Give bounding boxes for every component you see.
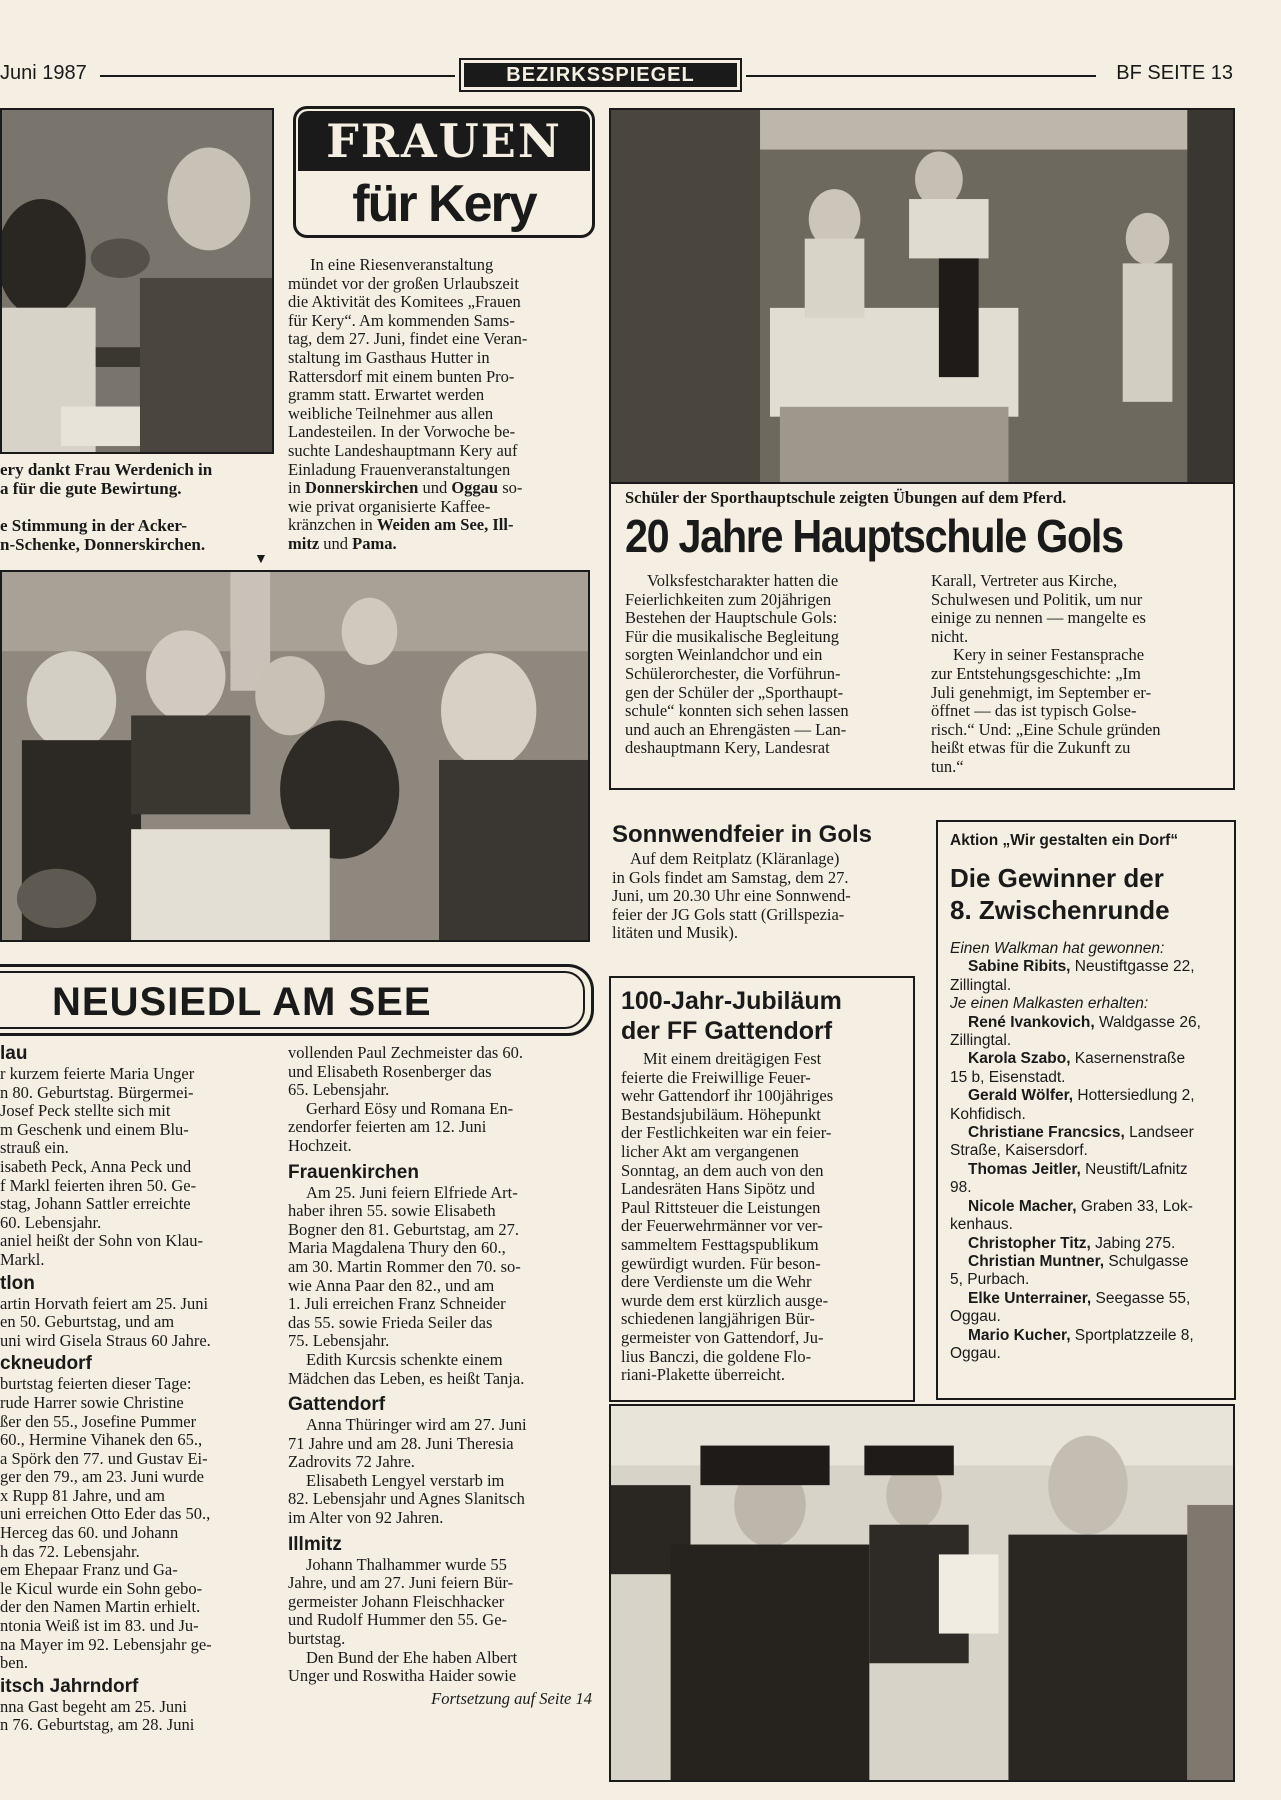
winner-address: Sportplatzzeile 8, [1070, 1326, 1194, 1344]
n-c2-p2-l1: Anna Thüringer wird am 27. Juni [306, 1415, 527, 1435]
frauen-oggau: Oggau [451, 478, 499, 498]
gewinner-list [950, 940, 1222, 1363]
ff-line-18: riani-Plakette überreicht. [621, 1365, 786, 1385]
neusiedl-heading-tlon: tlon [0, 1272, 35, 1294]
n-c2-p1-l9: 75. Lebensjahr. [288, 1331, 390, 1351]
gols-c2-line-9: risch.“ Und: „Eine Schule gründen [931, 719, 1161, 739]
ff-line-3: wehr Gattendorf ihr 100jähriges [621, 1086, 834, 1106]
photo-sporthauptschule [609, 108, 1235, 484]
gols-c2-line-5: Kery in seiner Festansprache [953, 645, 1145, 665]
ff-line-5: der Festlichkeiten war ein feier- [621, 1123, 832, 1143]
ff-line-16: germeister von Gattendorf, Ju- [621, 1327, 824, 1347]
gols-c2-line-8: öffnet — das ist typisch Golse- [931, 701, 1137, 721]
neusiedl-heading-frauenkirchen: Frauenkirchen [288, 1161, 419, 1183]
frauen-line-3: die Aktivität des Komitees „Frauen [288, 292, 521, 312]
winner-address: Schulgasse [1104, 1252, 1189, 1270]
frauen-und: und [418, 478, 452, 498]
n-c2-p1-l7: 1. Juli erreichen Franz Schneider [288, 1294, 506, 1314]
n-c1-p3-l1: burtstag feierten dieser Tage: [0, 1374, 192, 1394]
n-c2-p0-l3: 65. Lebensjahr. [288, 1080, 390, 1100]
ff-line-11: sammeltem Festtagspublikum [621, 1234, 819, 1254]
n-c1-p1-l2: n 80. Geburtstag. Bürgermei- [0, 1082, 194, 1102]
winner-address: Seegasse 55, [1091, 1289, 1191, 1307]
n-c1-p4-l1: nna Gast begeht am 25. Juni [0, 1696, 187, 1716]
winner-name: Karola Szabo, [968, 1050, 1071, 1068]
ff-title-2: der FF Gattendorf [621, 1017, 833, 1045]
gewinner-row [950, 958, 1222, 976]
header-rule-right [746, 75, 1096, 77]
frauen-line-8: gramm statt. Erwartet werden [288, 385, 485, 405]
n-c2-p0-l2: und Elisabeth Rosenberger das [288, 1061, 492, 1081]
sonnwend-line-5: litäten und Musik). [612, 923, 739, 943]
gewinner-intro-walkman: Einen Walkman hat gewonnen: [950, 940, 1165, 957]
n-c1-p2-l1: artin Horvath feiert am 25. Juni [0, 1293, 209, 1313]
n-c1-p3-l10: h das 72. Lebensjahr. [0, 1541, 140, 1561]
section-label-text: BEZIRKSSPIEGEL [464, 63, 737, 87]
photo-ff-gattendorf-image [611, 1406, 1233, 1780]
ff-line-12: gewürdigt wurden. Für beson- [621, 1253, 821, 1273]
n-c2-p3-l5: burtstag. [288, 1629, 346, 1649]
gewinner-title-2: 8. Zwischenrunde [950, 895, 1170, 925]
gewinner-row [950, 1124, 1222, 1142]
n-c1-p3-l8: uni erreichen Otto Eder das 50., [0, 1504, 211, 1524]
n-c1-p1-l4: m Geschenk und einem Blu- [0, 1119, 189, 1139]
ff-line-8: Landesräten Hans Sipötz und [621, 1179, 815, 1199]
n-c1-p1-l8: stag, Johann Sattler erreichte [0, 1194, 191, 1214]
gols-c1-line-6: Schülerorchester, die Vorführun- [625, 663, 841, 683]
winner-city: Oggau. [950, 1344, 1001, 1362]
gols-column-2 [931, 572, 1221, 777]
ff-line-7: Sonntag, an dem auch von den [621, 1160, 824, 1180]
winner-name: Christian Muntner, [968, 1252, 1105, 1270]
sonnwend-line-2: in Gols findet am Samstag, dem 27. [612, 867, 849, 887]
n-c1-p3-l15: na Mayer im 92. Lebensjahr ge- [0, 1634, 212, 1654]
n-c2-p1-l5: am 30. Martin Rommer den 70. so- [288, 1256, 521, 1276]
frauen-line-2: mündet vor der großen Urlaubszeit [288, 273, 519, 293]
neusiedl-column-2 [288, 1044, 592, 1708]
frauen-line-7: Rattersdorf mit einem bunten Pro- [288, 366, 515, 386]
section-label [459, 58, 742, 92]
winner-name: Nicole Macher, [968, 1197, 1077, 1215]
n-c2-p1-l11: Mädchen das Leben, es heißt Tanja. [288, 1368, 525, 1388]
caption-photo-1 [0, 460, 274, 498]
winner-name: Sabine Ribits, [968, 958, 1071, 976]
ff-line-13: dere Verdienste um die Wehr [621, 1272, 812, 1292]
ff-line-6: licher Akt am vergangenen [621, 1141, 799, 1161]
frauen-in: in [288, 478, 305, 498]
n-c1-p3-l12: le Kicul wurde ein Sohn gebo- [0, 1578, 203, 1598]
gols-c1-line-7: gen der Schüler der „Sporthaupt- [625, 682, 844, 702]
n-c2-p2-l3: Zadrovits 72 Jahre. [288, 1452, 415, 1472]
gewinner-intro-malkasten: Je einen Malkasten erhalten: [950, 995, 1149, 1013]
caption-2-line-1: e Stimmung in der Acker- [0, 516, 187, 535]
frauen-und-2: und [319, 533, 353, 553]
frauen-line-6: staltung im Gasthaus Hutter in [288, 347, 490, 367]
winner-address: Hottersiedlung 2, [1073, 1087, 1195, 1105]
gols-c1-line-2: Feierlichkeiten zum 20jährigen [625, 589, 832, 609]
gewinner-box [936, 820, 1236, 1400]
ff-title-1: 100-Jahr-Jubiläum [621, 987, 842, 1015]
neusiedl-banner [0, 964, 594, 1036]
n-c1-p1-l10: aniel heißt der Sohn von Klau- [0, 1231, 203, 1251]
n-c1-p3-l7: x Rupp 81 Jahre, und am [0, 1485, 165, 1505]
ff-line-10: der Feuerwehrmänner vor ver- [621, 1216, 823, 1236]
winner-name: Gerald Wölfer, [968, 1087, 1074, 1105]
winner-city: Kohfidisch. [950, 1105, 1026, 1123]
winner-address: Graben 33, Lok- [1076, 1197, 1193, 1215]
gols-c1-line-1: Volksfestcharakter hatten die [647, 571, 839, 590]
n-c2-p0-l1: vollenden Paul Zechmeister das 60. [288, 1043, 524, 1062]
n-c2-p1-l2: haber ihren 55. sowie Elisabeth [288, 1201, 496, 1221]
n-c2-p1-l1: Am 25. Juni feiern Elfriede Art- [306, 1182, 518, 1202]
n-c2-p0-l6: Hochzeit. [288, 1135, 352, 1155]
caption-2-line-2: n-Schenke, Donnerskirchen. [0, 535, 206, 554]
n-c1-p3-l4: 60., Hermine Vihanek den 65., [0, 1430, 203, 1450]
gewinner-row [950, 1050, 1222, 1068]
winner-city: Straße, Kaisersdorf. [950, 1142, 1088, 1160]
gols-c1-line-5: sorgten Weinlandchor und ein [625, 645, 823, 665]
frauen-article-body [288, 256, 594, 554]
gols-c2-line-3: einige zu nennen — mangelte es [931, 608, 1146, 628]
sonnwendfeier-article [612, 820, 918, 943]
hauptschule-gols-article [609, 482, 1235, 790]
frauen-kraenzchen: kränzchen in [288, 515, 377, 535]
n-c1-p1-l11: Markl. [0, 1249, 45, 1269]
n-c2-p1-l6: wie Anna Paar den 82., und am [288, 1275, 495, 1295]
neusiedl-title: NEUSIEDL AM SEE [0, 971, 585, 1029]
gols-c1-line-9: und auch an Ehrengästen — Lan- [625, 719, 847, 739]
gewinner-row [950, 1198, 1222, 1216]
fuer-kery-title: für Kery [352, 175, 536, 233]
frauen-line-16 [288, 535, 594, 554]
n-c1-p4-l2: n 76. Geburtstag, am 28. Juni [0, 1715, 195, 1735]
frauen-pama: Pama. [352, 533, 397, 553]
n-c2-p2-l4: Elisabeth Lengyel verstarb im [306, 1470, 505, 1490]
gols-c2-line-1: Karall, Vertreter aus Kirche, [931, 571, 1118, 590]
gols-c1-line-3: Bestehen der Hauptschule Gols: [625, 608, 838, 628]
frauen-weiden: Weiden am See, Ill- [376, 515, 514, 535]
winner-name: Mario Kucher, [968, 1326, 1071, 1344]
n-c1-p1-l1: r kurzem feierte Maria Unger [0, 1064, 195, 1083]
n-c2-p2-l2: 71 Jahre und am 28. Juni Theresia [288, 1433, 514, 1453]
winner-address: Neustift/Lafnitz [1080, 1160, 1188, 1178]
sonnwendfeier-headline: Sonnwendfeier in Gols [612, 821, 873, 848]
n-c1-p3-l5: a Spörk den 77. und Gustav Ei- [0, 1448, 208, 1468]
gols-c2-line-4: nicht. [931, 626, 969, 646]
gols-c1-line-8: schule“ konnten sich sehen lassen [625, 701, 849, 721]
n-c2-p3-l7: Unger und Roswitha Haider sowie [288, 1666, 517, 1686]
winner-name: Christiane Francsics, [968, 1124, 1125, 1142]
frauen-line-14: wie privat organisierte Kaffee- [288, 496, 491, 516]
gols-photo-caption: Schüler der Sporthauptschule zeigten Übungen auf dem Pferd. [625, 488, 1067, 507]
ff-line-15: schiedenen langjährigen Bür- [621, 1309, 815, 1329]
frauen-title: FRAUEN [298, 111, 590, 171]
winner-address: Neustiftgasse 22, [1070, 958, 1195, 976]
winner-address: Jabing 275. [1090, 1234, 1176, 1252]
gols-c2-line-7: Juli genehmigt, im September er- [931, 682, 1152, 702]
winner-address: Waldgasse 26, [1094, 1013, 1201, 1031]
continued-link[interactable]: Fortsetzung auf Seite 14 [431, 1688, 592, 1708]
ff-line-9: Paul Rittsteuer die Leistungen [621, 1197, 821, 1217]
sonnwendfeier-body [612, 850, 918, 943]
winner-name: Thomas Jeitler, [968, 1160, 1081, 1178]
neusiedl-heading-lau: lau [0, 1043, 28, 1064]
caption-1-line-1: ery dankt Frau Werdenich in [0, 460, 213, 479]
ff-line-17: lius Banczi, die goldene Flo- [621, 1346, 812, 1366]
n-c1-p1-l6: isabeth Peck, Anna Peck und [0, 1156, 192, 1176]
gewinner-row [950, 1161, 1222, 1179]
n-c1-p1-l7: f Markl feierten ihren 50. Ge- [0, 1175, 197, 1195]
n-c2-p3-l6: Den Bund der Ehe haben Albert [306, 1647, 518, 1667]
n-c1-p3-l6: ger den 79., am 23. Juni wurde [0, 1467, 204, 1487]
page-header [0, 54, 1281, 100]
winner-city: Oggau. [950, 1308, 1001, 1326]
n-c1-p3-l3: ßer den 55., Josefine Pummer [0, 1411, 197, 1431]
page-number: BF SEITE 13 [1116, 62, 1233, 84]
gols-column-1 [625, 572, 913, 758]
gols-c1-line-4: Für die musikalische Begleitung [625, 626, 840, 646]
winner-address: Landseer [1124, 1124, 1194, 1142]
n-c2-p1-l3: Bogner den 81. Geburtstag, am 27. [288, 1219, 519, 1239]
photo-kery-werdenich-image [2, 110, 272, 452]
n-c1-p3-l16: ben. [0, 1653, 28, 1673]
n-c2-p0-l5: zendorfer feierten am 12. Juni [288, 1117, 487, 1137]
frauen-line-9: weibliche Teilnehmer aus allen [288, 403, 494, 423]
frauen-line-1: In eine Riesenveranstaltung [310, 255, 494, 274]
gols-c2-line-6: zur Entstehungsgeschichte: „Im [931, 663, 1141, 683]
sonnwend-line-4: feier der JG Gols statt (Grillspezia- [612, 904, 845, 924]
photo-kery-werdenich [0, 108, 274, 454]
winner-city: 98. [950, 1179, 972, 1197]
n-c1-p1-l5: strauß ein. [0, 1138, 69, 1158]
frauen-line-10: Landesteilen. In der Vorwoche be- [288, 422, 516, 442]
frauen-line-12: Einladung Frauenveranstaltungen [288, 459, 511, 479]
n-c2-p1-l10: Edith Kurcsis schenkte einem [306, 1349, 503, 1369]
frauen-line-11: suchte Landeshauptmann Kery auf [288, 440, 518, 460]
n-c2-p1-l8: das 55. sowie Frieda Seiler das [288, 1312, 493, 1332]
n-c1-p2-l2: en 50. Geburtstag, und am [0, 1312, 175, 1332]
gewinner-row [950, 1087, 1222, 1105]
frauen-line-4: für Kery“. Am kommenden Sams- [288, 310, 515, 330]
frauen-donnerskirchen: Donnerskirchen [304, 478, 419, 498]
gewinner-row [950, 1253, 1222, 1271]
gols-headline: 20 Jahre Hauptschule Gols [625, 510, 1123, 562]
arrow-down-icon: ▼ [254, 552, 268, 567]
photo-ackerschenke-image [2, 572, 588, 940]
frauen-fuer-kery-logo [293, 106, 595, 238]
issue-date: Juni 1987 [0, 62, 87, 84]
frauen-mitz: mitz [288, 533, 320, 553]
winner-name: Elke Unterrainer, [968, 1289, 1092, 1307]
n-c2-p3-l2: Jahre, und am 27. Juni feiern Bür- [288, 1573, 514, 1593]
gols-c1-line-10: deshauptmann Kery, Landesrat [625, 738, 830, 758]
n-c2-p1-l4: Maria Magdalena Thury den 60., [288, 1238, 506, 1258]
caption-photo-2 [0, 516, 274, 554]
frauen-line-15 [288, 516, 594, 535]
winner-city: Zillingtal. [950, 976, 1012, 994]
photo-sporthauptschule-image [611, 110, 1233, 482]
winner-city: Zillingtal. [950, 1032, 1012, 1050]
frauen-so: so- [498, 478, 523, 498]
n-c2-p3-l3: germeister Johann Fleischhacker [288, 1591, 505, 1611]
neusiedl-heading-gattendorf: Gattendorf [288, 1394, 386, 1416]
gewinner-row [950, 1327, 1222, 1345]
neusiedl-heading-ckneudorf: ckneudorf [0, 1353, 92, 1375]
ff-line-4: Bestandsjubiläum. Höhepunkt [621, 1104, 821, 1124]
winner-city: 5, Purbach. [950, 1271, 1030, 1289]
photo-ff-gattendorf [609, 1404, 1235, 1782]
neusiedl-heading-jahrndorf: itsch Jahrndorf [0, 1675, 139, 1697]
n-c2-p3-l1: Johann Thalhammer wurde 55 [306, 1554, 507, 1574]
gols-c2-line-10: heißt etwas für die Zukunft zu [931, 738, 1131, 758]
gewinner-title-1: Die Gewinner der [950, 863, 1164, 893]
ff-gattendorf-article [609, 976, 915, 1402]
n-c1-p1-l9: 60. Lebensjahr. [0, 1212, 102, 1232]
sonnwend-line-3: Juni, um 20.30 Uhr eine Sonnwend- [612, 886, 851, 906]
gols-c2-line-2: Schulwesen und Politik, um nur [931, 589, 1143, 609]
n-c2-p2-l5: 82. Lebensjahr und Agnes Slanitsch [288, 1489, 525, 1509]
n-c1-p2-l3: uni wird Gisela Straus 60 Jahre. [0, 1330, 211, 1350]
n-c2-p2-l6: im Alter von 92 Jahren. [288, 1508, 444, 1528]
gols-c2-line-11: tun.“ [931, 756, 964, 776]
winner-name: Christopher Titz, [968, 1234, 1091, 1252]
winner-name: René Ivankovich, [968, 1013, 1095, 1031]
sonnwend-line-1: Auf dem Reitplatz (Kläranlage) [630, 849, 840, 868]
caption-1-line-2: a für die gute Bewirtung. [0, 479, 182, 498]
neusiedl-heading-illmitz: Illmitz [288, 1533, 342, 1555]
ff-body [621, 1050, 903, 1385]
ff-line-2: feierte die Freiwillige Feuer- [621, 1067, 811, 1087]
header-rule-left [100, 75, 455, 77]
n-c1-p1-l3: Josef Peck stellte sich mit [0, 1101, 171, 1121]
n-c1-p3-l14: ntonia Weiß ist im 83. und Ju- [0, 1616, 199, 1636]
winner-city: kenhaus. [950, 1216, 1013, 1234]
n-c1-p3-l2: rude Harrer sowie Christine [0, 1392, 184, 1412]
gewinner-kicker: Aktion „Wir gestalten ein Dorf“ [950, 832, 1179, 849]
winner-address: Kasernenstraße [1070, 1050, 1186, 1068]
frauen-line-5: tag, dem 27. Juni, findet eine Veran- [288, 329, 528, 349]
n-c1-p3-l13: der den Namen Martin erhielt. [0, 1597, 201, 1617]
gewinner-row [950, 1014, 1222, 1032]
neusiedl-column-1 [0, 1040, 270, 1735]
ff-line-1: Mit einem dreitägigen Fest [643, 1049, 822, 1068]
gewinner-row [950, 1235, 1222, 1253]
winner-city: 15 b, Eisenstadt. [950, 1068, 1066, 1086]
frauen-line-13 [288, 479, 594, 498]
photo-ackerschenke [0, 570, 590, 942]
n-c2-p3-l4: und Rudolf Hummer den 55. Ge- [288, 1610, 508, 1630]
n-c2-p0-l4: Gerhard Eösy und Romana En- [306, 1098, 514, 1118]
gewinner-row [950, 1290, 1222, 1308]
n-c1-p3-l11: em Ehepaar Franz und Ga- [0, 1560, 178, 1580]
ff-line-14: wurde dem erst kürzlich ausge- [621, 1290, 829, 1310]
n-c1-p3-l9: Herceg das 60. und Johann [0, 1523, 179, 1543]
